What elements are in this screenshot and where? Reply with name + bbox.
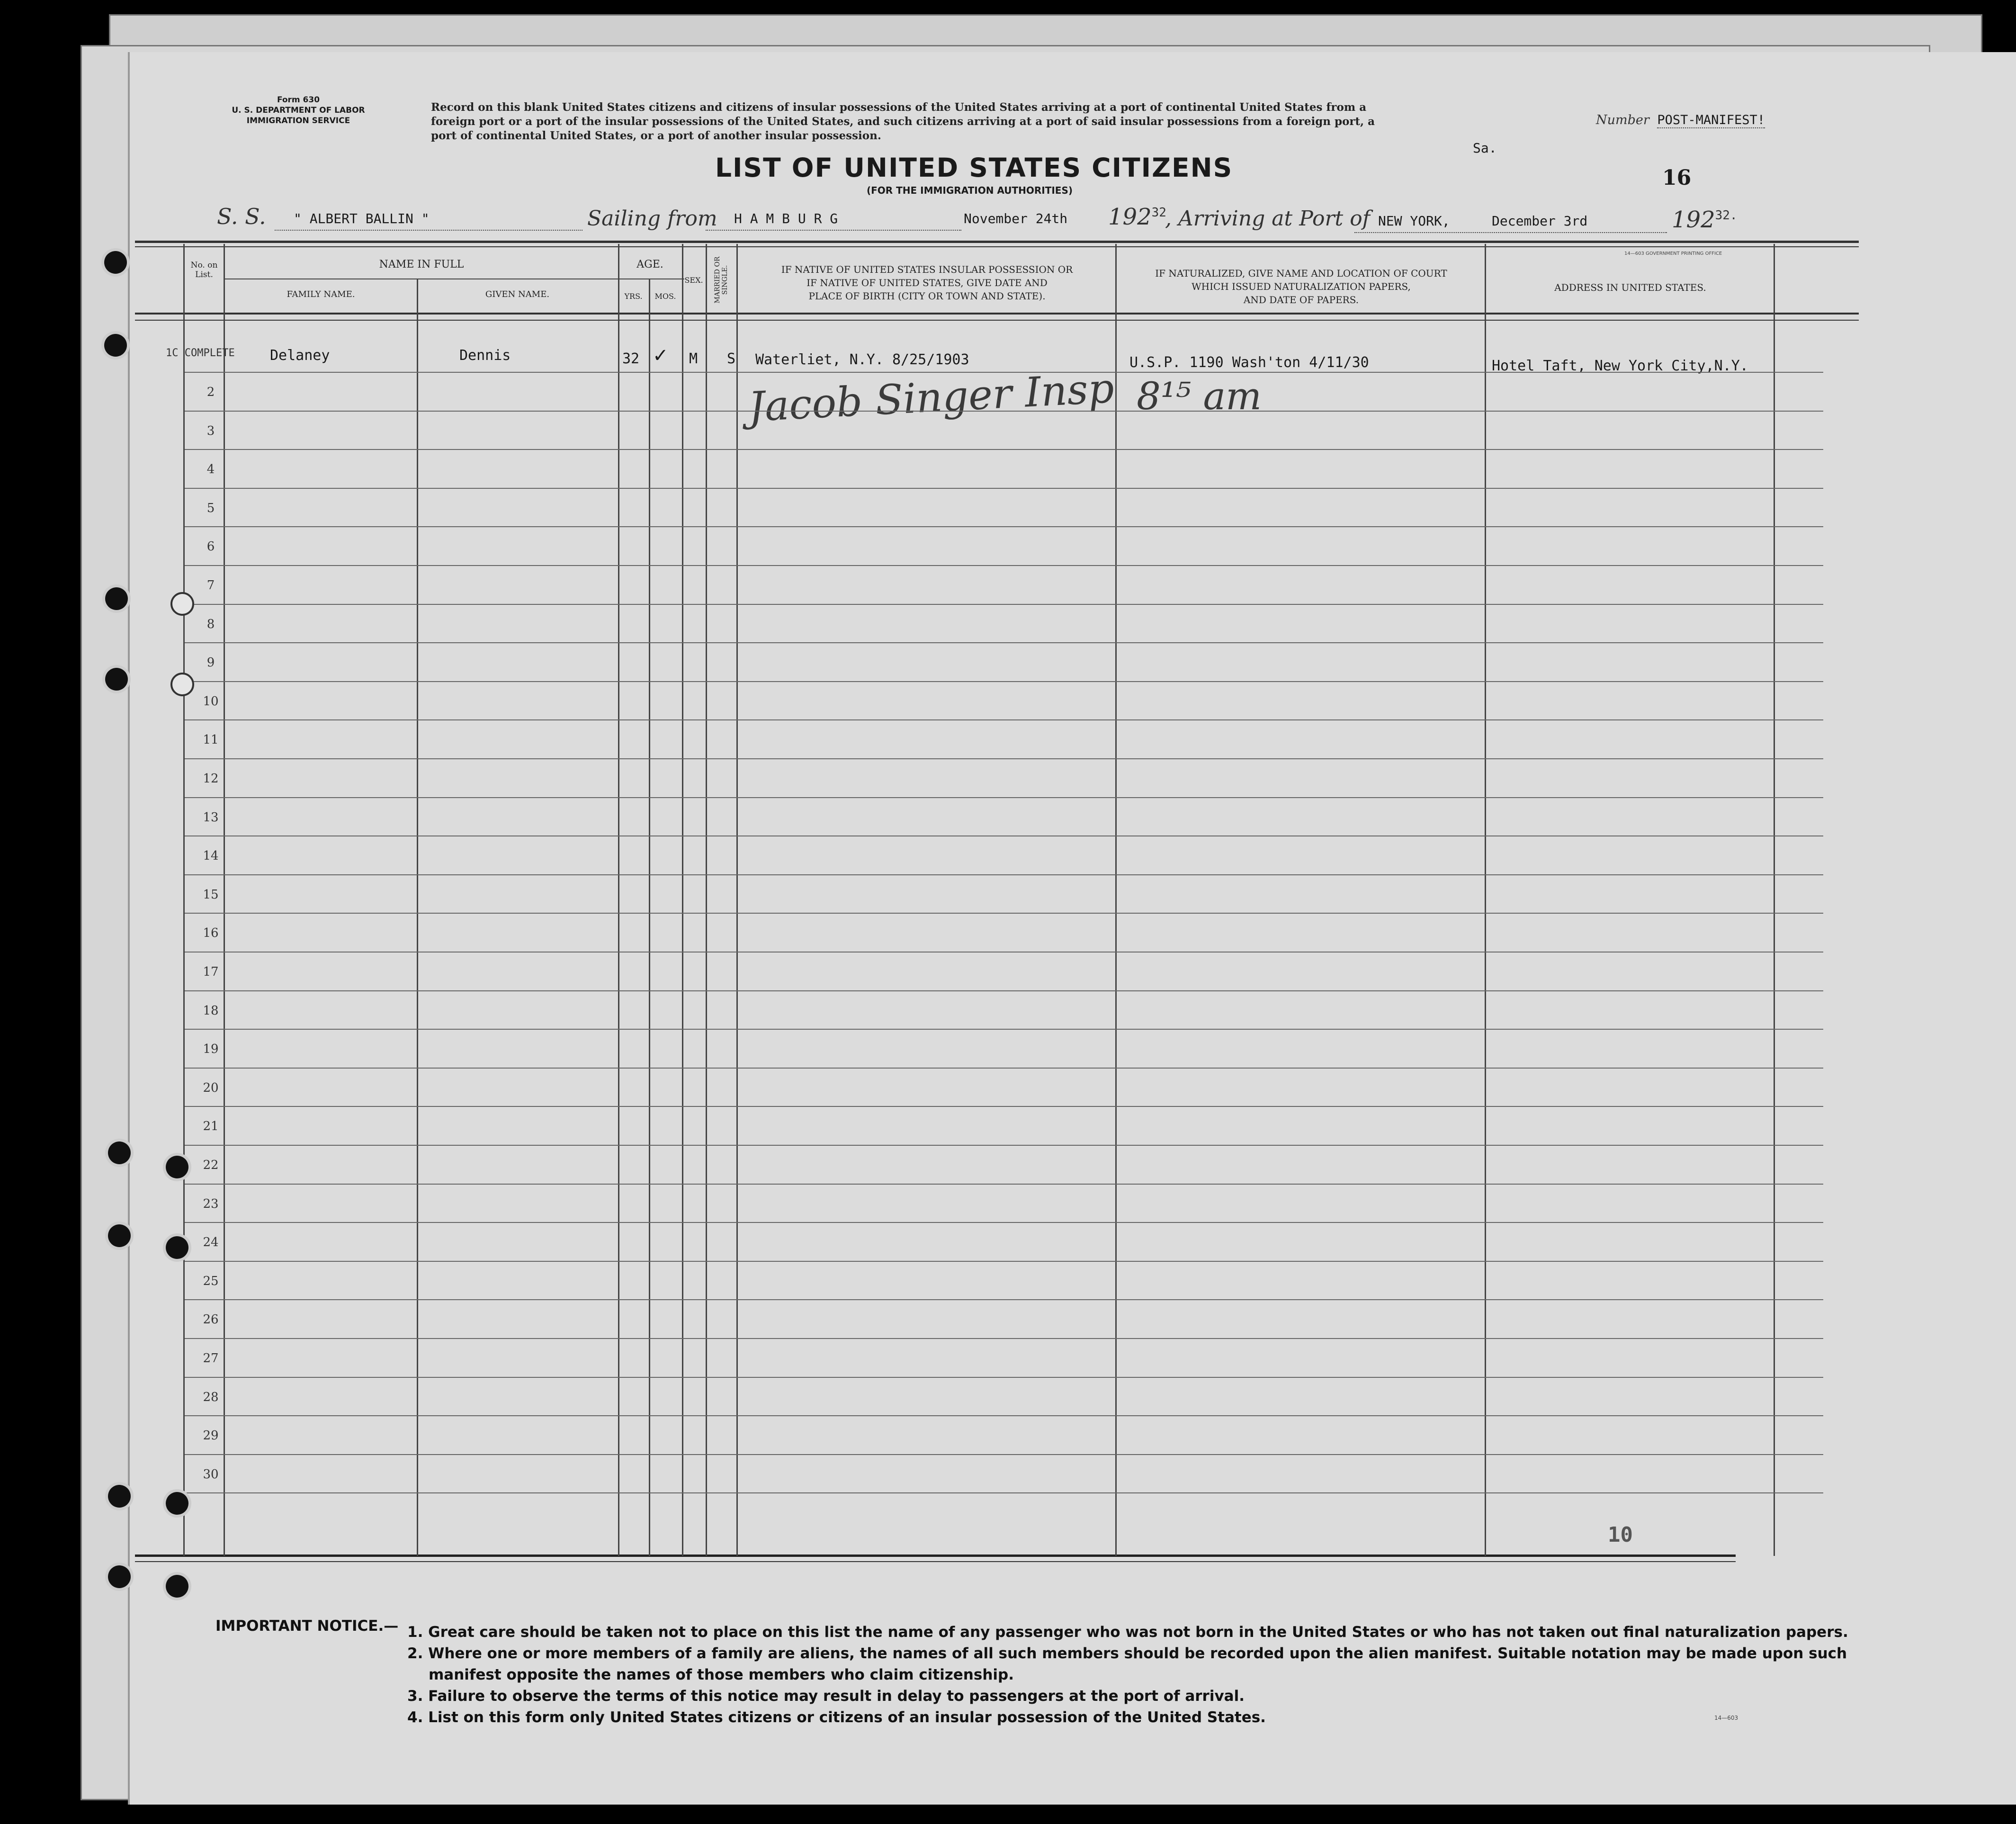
binder-hole [108, 1141, 131, 1164]
page-subtitle: (FOR THE IMMIGRATION AUTHORITIES) [867, 185, 1073, 196]
row-number: 26 [203, 1312, 219, 1327]
entry-given-name: Dennis [459, 347, 511, 364]
col-line-married [736, 244, 738, 1556]
binder-hole [105, 587, 128, 610]
col-header-married: MARRIED OR SINGLE. [714, 256, 729, 304]
row-number: 21 [203, 1119, 219, 1133]
entry-address: Hotel Taft, New York City,N.Y. [1492, 358, 1748, 374]
page-title: LIST OF UNITED STATES CITIZENS [715, 153, 1233, 183]
row-number: 2 [206, 385, 215, 399]
row-rule [185, 1261, 1823, 1262]
row-rule [185, 1029, 1823, 1030]
printer-note: 14—603 GOVERNMENT PRINTING OFFICE [1624, 251, 1722, 256]
col-line-birth [1115, 244, 1117, 1556]
row-rule [185, 1492, 1823, 1493]
row-rule [185, 1068, 1823, 1069]
instructions [431, 100, 1375, 143]
entry-yrs: 32 [622, 350, 640, 367]
row-rule [185, 1184, 1823, 1185]
row-rule [185, 449, 1823, 450]
binder-hole [105, 668, 128, 691]
row-number: 6 [206, 539, 215, 554]
col-header-yrs: YRS. [624, 292, 643, 301]
col-header-name-in-full: NAME IN FULL [379, 259, 464, 270]
col-header-address: ADDRESS IN UNITED STATES. [1554, 282, 1706, 293]
row-number: 20 [203, 1081, 219, 1095]
binder-hole [104, 334, 127, 357]
row-number: 11 [203, 733, 219, 747]
col-header-birth: IF NATIVE OF UNITED STATES INSULAR POSSESSION OR IF NATIVE OF UNITED STATES, GIVE DATE AND PLACE OF BIRTH (CITY OR TOWN AND STATE). [781, 264, 1073, 302]
notice-item-1: 1. Great care should be taken not to place on this list the name of any passenger who was not born in the United States or who has not taken out final naturalization papers. [407, 1624, 1848, 1641]
binder-hole [166, 1575, 188, 1598]
sheet-number: 16 [1662, 166, 1692, 190]
service: IMMIGRATION SERVICE [246, 116, 350, 126]
row-rule [185, 1145, 1823, 1146]
row-number: 28 [203, 1390, 219, 1404]
row-rule [185, 488, 1823, 489]
binder-ring [170, 592, 194, 616]
notice-item-2-cont: manifest opposite the names of those members who claim citizenship. [429, 1666, 1014, 1683]
footer-stamp: 10 [1608, 1523, 1633, 1547]
year-to-handwritten: 32. [1715, 208, 1738, 223]
binder-hole [108, 1565, 131, 1588]
row-rule [185, 758, 1823, 759]
year-from-handwritten: 32 [1151, 206, 1166, 220]
row-number: 18 [203, 1004, 219, 1018]
header-bottom-rule [135, 313, 1859, 314]
row-number: 7 [206, 578, 215, 593]
row-number: 4 [206, 462, 215, 476]
binder-hole [166, 1236, 188, 1259]
arriving-label: , Arriving at Port of [1165, 207, 1370, 231]
row-rule [185, 411, 1823, 412]
col-header-sex: SEX. [684, 276, 703, 285]
row-number: 19 [203, 1042, 219, 1056]
ss-label: S. S. [217, 204, 266, 229]
row-number: 5 [206, 501, 215, 515]
ship-name: " ALBERT BALLIN " [294, 211, 430, 226]
col-line-sex [706, 244, 707, 1556]
binder-hole [166, 1492, 188, 1515]
entry-mos-check: ✓ [653, 345, 669, 367]
row-number: 15 [203, 888, 219, 902]
instruction-line-1: Record on this blank United States citizens and citizens of insular possessions of the United States arriving at a port of continental United States from a [431, 101, 1367, 114]
instruction-line-2: foreign port or a port of the insular possessions of the United States, and such citizens arriving at a port of said insular possessions from a foreign port, a [431, 115, 1375, 128]
row-number: 17 [203, 965, 219, 979]
entry-married: S [727, 350, 736, 367]
col-line-mos [682, 244, 683, 1556]
port-to: NEW YORK, [1378, 213, 1450, 229]
col-line-yrs [649, 279, 650, 1556]
binder-ring [170, 673, 194, 696]
row-rule [185, 681, 1823, 682]
col-line-natural [1485, 244, 1486, 1556]
sa-note: Sa. [1473, 140, 1497, 156]
entry-naturalized: U.S.P. 1190 Wash'ton 4/11/30 [1129, 354, 1369, 371]
row-number: 22 [203, 1158, 219, 1172]
table-top-rule-2 [135, 246, 1859, 247]
col-header-naturalized: IF NATURALIZED, GIVE NAME AND LOCATION OF COURT WHICH ISSUED NATURALIZATION PAPERS, AND DATE OF PAPERS. [1155, 268, 1447, 305]
row-number: 23 [203, 1197, 219, 1211]
row-rule [185, 1338, 1823, 1339]
row-number: 27 [203, 1351, 219, 1366]
row-number: 25 [203, 1274, 219, 1288]
row-number: 9 [206, 656, 215, 670]
department: U. S. DEPARTMENT OF LABOR [232, 106, 365, 115]
row-rule [185, 1106, 1823, 1107]
date-from: November 24th [964, 211, 1068, 226]
row-number: 16 [203, 926, 219, 940]
year-to: $192^{32.}$ [1672, 207, 1738, 233]
col-line-left [183, 244, 185, 1556]
binder-hole [108, 1485, 131, 1508]
row-rule [185, 913, 1823, 914]
notice-item-2: 2. Where one or more members of a family are aliens, the names of all such members should be recorded upon the alien manifest. Suitable notation may be made upon such [407, 1645, 1847, 1662]
ship-underline [275, 230, 582, 231]
binder-hole [108, 1224, 131, 1247]
header-bottom-rule-2 [135, 320, 1859, 321]
entry-birth: Waterliet, N.Y. 8/25/1903 [755, 351, 969, 368]
col-header-no: No. on List. [190, 261, 218, 279]
number-field [1596, 113, 1765, 127]
row-number: 12 [203, 772, 219, 786]
col-header-age: AGE. [636, 259, 663, 270]
form-number: Form 630 [277, 95, 320, 105]
port-to-underline [1354, 232, 1667, 233]
entry-sex: M [689, 350, 698, 367]
notice-label: IMPORTANT NOTICE.— [215, 1617, 399, 1635]
margin-mark: 1C COMPLETE [166, 347, 235, 359]
row-rule [185, 990, 1823, 991]
row-rule [185, 604, 1823, 605]
row-number: 13 [203, 810, 219, 825]
row-rule [185, 1415, 1823, 1416]
notice-code: 14—603 [1714, 1715, 1738, 1721]
row-number: 10 [203, 694, 219, 709]
instruction-line-3: port of continental United States, or a port of another insular possession. [431, 129, 881, 142]
binder-hole [166, 1156, 188, 1178]
col-line-address [1774, 244, 1775, 1556]
form-id-block [204, 95, 393, 126]
row-rule [185, 642, 1823, 643]
row-rule [185, 1454, 1823, 1455]
sailing-label: Sailing from [587, 207, 717, 231]
row-rule [185, 526, 1823, 527]
col-header-given-name: GIVEN NAME. [485, 289, 550, 299]
row-rule [185, 874, 1823, 875]
row-number: 30 [203, 1467, 219, 1482]
row-rule [185, 1299, 1823, 1300]
row-rule [185, 797, 1823, 798]
number-value: POST-MANIFEST! [1657, 113, 1765, 127]
row-rule [185, 565, 1823, 566]
col-line-given [618, 244, 619, 1556]
col-line-family [417, 279, 418, 1556]
row-number: 14 [203, 849, 219, 863]
row-number: 8 [206, 617, 215, 631]
row-number: 24 [203, 1235, 219, 1249]
inspection-time: 8¹⁵ am [1137, 374, 1262, 418]
row-rule [185, 372, 1823, 373]
year-from: $192^{32}$ [1108, 204, 1166, 230]
row-rule [185, 1377, 1823, 1378]
inspector-signature: Jacob Singer Insp [747, 364, 1115, 431]
manifest-sheet [128, 52, 2016, 1805]
table-bottom-rule [135, 1554, 1736, 1557]
row-rule [185, 1222, 1823, 1223]
row-rule [185, 719, 1823, 720]
number-label: Number [1596, 113, 1649, 127]
table-bottom-rule-2 [135, 1561, 1736, 1562]
row-number: 3 [206, 424, 215, 438]
table-top-rule [135, 241, 1859, 243]
notice-item-3: 3. Failure to observe the terms of this notice may result in delay to passengers at the port of arrival. [407, 1688, 1245, 1705]
date-to: December 3rd [1492, 213, 1588, 229]
port-from-underline [706, 230, 961, 231]
col-header-mos: MOS. [654, 292, 676, 301]
col-header-family-name: FAMILY NAME. [287, 289, 355, 299]
entry-family-name: Delaney [270, 347, 330, 364]
row-number: 29 [203, 1429, 219, 1443]
port-from: H A M B U R G [734, 211, 838, 226]
binder-hole [104, 251, 127, 274]
notice-item-4: 4. List on this form only United States citizens or citizens of an insular possession of the United States. [407, 1709, 1266, 1726]
